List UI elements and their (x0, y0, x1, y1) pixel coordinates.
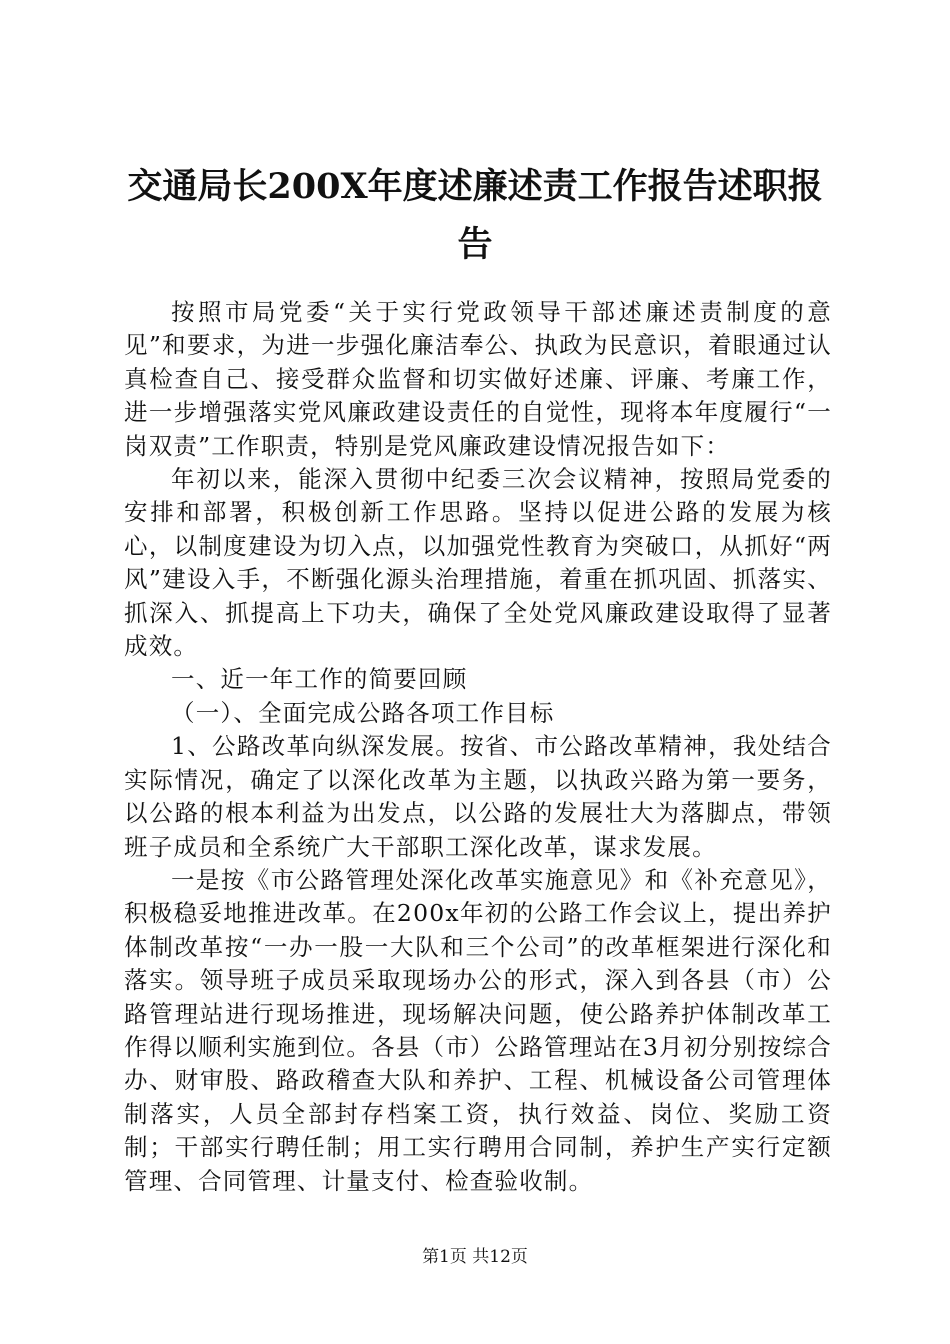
paragraph-reform: 1、公路改革向纵深发展。按省、市公路改革精神，我处结合实际情况，确定了以深化改革为主题，以执政兴路为第一要务，以公路的根本利益为出发点，以公路的发展壮大为落脚点，带领班子成员和全系统广大干部职工深化改革，谋求发展。 (124, 732, 832, 861)
paragraph-intro: 按照市局党委“关于实行党政领导干部述廉述责制度的意见”和要求，为进一步强化廉洁奉公、执政为民意识，着眼通过认真检查自己、接受群众监督和切实做好述廉、评廉、考廉工作，进一步增强落实党风廉政建设责任的自觉性，现将本年度履行“一岗双责”工作职责，特别是党风廉政建设情况报告如下： (124, 298, 832, 460)
document-title: 交通局长200X年度述廉述责工作报告述职报告 (127, 166, 823, 265)
paragraph-overview: 年初以来，能深入贯彻中纪委三次会议精神，按照局党委的安排和部署，积极创新工作思路。坚持以促进公路的发展为核心，以制度建设为切入点，以加强党性教育为突破口，从抓好“两风”建设入手，不断强化源头治理措施，着重在抓巩固、抓落实、抓深入、抓提高上下功夫，确保了全处党风廉政建设取得了显著成效。 (124, 465, 832, 661)
subsection-heading: （一）、全面完成公路各项工作目标 (171, 698, 555, 727)
paragraph-reform-detail: 一是按《市公路管理处深化改革实施意见》和《补充意见》，积极稳妥地推进改革。在200x年初的公路工作会议上，提出养护体制改革按“一办一股一大队和三个公司”的改革框架进行深化和落实。领导班子成员采取现场办公的形式，深入到各县（市）公路管理站进行现场推进，现场解决问题，使公路养护体制改革工作得以顺利实施到位。各县（市）公路管理站在3月初分别按综合办、财审股、路政稽查大队和养护、工程、机械设备公司管理体制落实，人员全部封存档案工资，执行效益、岗位、奖励工资制；干部实行聘任制；用工实行聘用合同制，养护生产实行定额管理、合同管理、计量支付、检查验收制。 (124, 865, 832, 1195)
document-body (124, 296, 832, 1198)
section-heading: 一、近一年工作的简要回顾 (171, 665, 468, 694)
page-number: 第1页 共12页 (422, 1247, 528, 1267)
